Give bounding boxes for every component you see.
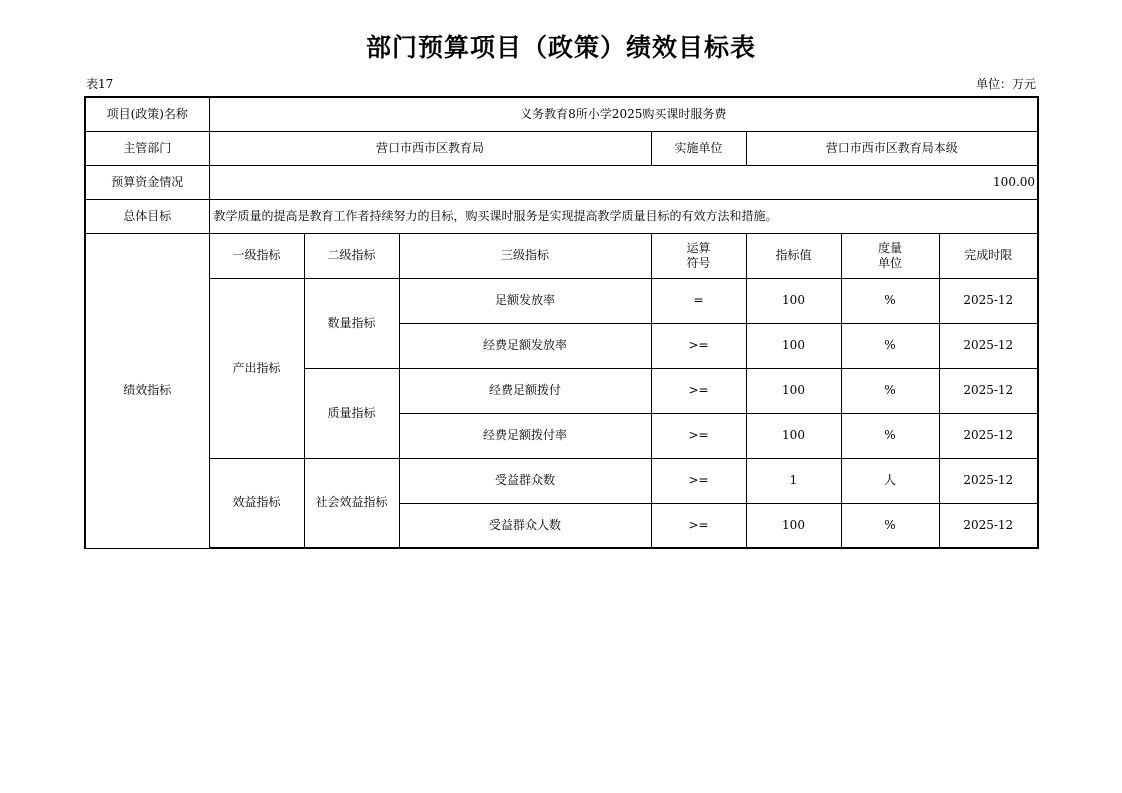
indicator-operator: >=	[651, 503, 746, 548]
indicator-operator: >=	[651, 323, 746, 368]
indicator-deadline: 2025-12	[939, 413, 1038, 458]
performance-indicator-label: 绩效指标	[85, 233, 209, 548]
indicator-row	[85, 278, 1038, 323]
indicator-header-row	[85, 233, 1038, 278]
level2-social-benefit: 社会效益指标	[304, 458, 399, 548]
header-measure-unit-text: 度量单位	[877, 240, 902, 270]
header-measure-unit	[841, 233, 939, 278]
indicator-unit: %	[841, 413, 939, 458]
indicator-deadline: 2025-12	[939, 278, 1038, 323]
indicator-deadline: 2025-12	[939, 458, 1038, 503]
level1-output: 产出指标	[209, 278, 304, 458]
unit-label: 单位：万元	[975, 77, 1036, 91]
header-level2: 二级指标	[304, 233, 399, 278]
indicator-name: 受益群众人数	[399, 503, 651, 548]
indicator-name: 受益群众数	[399, 458, 651, 503]
indicator-name: 足额发放率	[399, 278, 651, 323]
implementing-unit-value: 营口市西市区教育局本级	[746, 131, 1038, 165]
department-row	[85, 131, 1038, 165]
project-name-label: 项目(政策)名称	[85, 97, 209, 131]
page-title: 部门预算项目（政策）绩效目标表	[365, 33, 756, 62]
indicator-unit: %	[841, 323, 939, 368]
indicator-operator: >=	[651, 368, 746, 413]
budget-value: 100.00	[209, 165, 1038, 199]
indicator-value: 1	[746, 458, 841, 503]
indicator-unit: %	[841, 278, 939, 323]
indicator-unit: %	[841, 503, 939, 548]
project-name-value: 义务教育8所小学2025购买课时服务费	[209, 97, 1038, 131]
header-value: 指标值	[746, 233, 841, 278]
indicator-deadline: 2025-12	[939, 503, 1038, 548]
indicator-unit: %	[841, 368, 939, 413]
indicator-name: 经费足额拨付率	[399, 413, 651, 458]
performance-target-table	[84, 96, 1039, 549]
indicator-operator: >=	[651, 458, 746, 503]
overall-goal-value: 教学质量的提高是教育工作者持续努力的目标，购买课时服务是实现提高教学质量目标的有效方法和措施。	[209, 199, 1038, 233]
budget-row	[85, 165, 1038, 199]
header-level3: 三级指标	[399, 233, 651, 278]
department-value: 营口市西市区教育局	[209, 131, 651, 165]
header-operator	[651, 233, 746, 278]
budget-label: 预算资金情况	[85, 165, 209, 199]
indicator-row	[85, 458, 1038, 503]
overall-goal-row	[85, 199, 1038, 233]
indicator-value: 100	[746, 278, 841, 323]
project-name-row	[85, 97, 1038, 131]
indicator-operator: =	[651, 278, 746, 323]
header-operator-text: 运算符号	[686, 240, 711, 270]
level2-quality: 质量指标	[304, 368, 399, 458]
level1-benefit: 效益指标	[209, 458, 304, 548]
indicator-unit: 人	[841, 458, 939, 503]
indicator-operator: >=	[651, 413, 746, 458]
implementing-unit-label: 实施单位	[651, 131, 746, 165]
indicator-value: 100	[746, 413, 841, 458]
indicator-deadline: 2025-12	[939, 368, 1038, 413]
header-level1: 一级指标	[209, 233, 304, 278]
table-number: 表17	[86, 77, 114, 91]
indicator-name: 经费足额拨付	[399, 368, 651, 413]
overall-goal-label: 总体目标	[85, 199, 209, 233]
indicator-value: 100	[746, 323, 841, 368]
indicator-value: 100	[746, 503, 841, 548]
indicator-name: 经费足额发放率	[399, 323, 651, 368]
header-deadline: 完成时限	[939, 233, 1038, 278]
indicator-value: 100	[746, 368, 841, 413]
department-label: 主管部门	[85, 131, 209, 165]
indicator-deadline: 2025-12	[939, 323, 1038, 368]
level2-quantity: 数量指标	[304, 278, 399, 368]
